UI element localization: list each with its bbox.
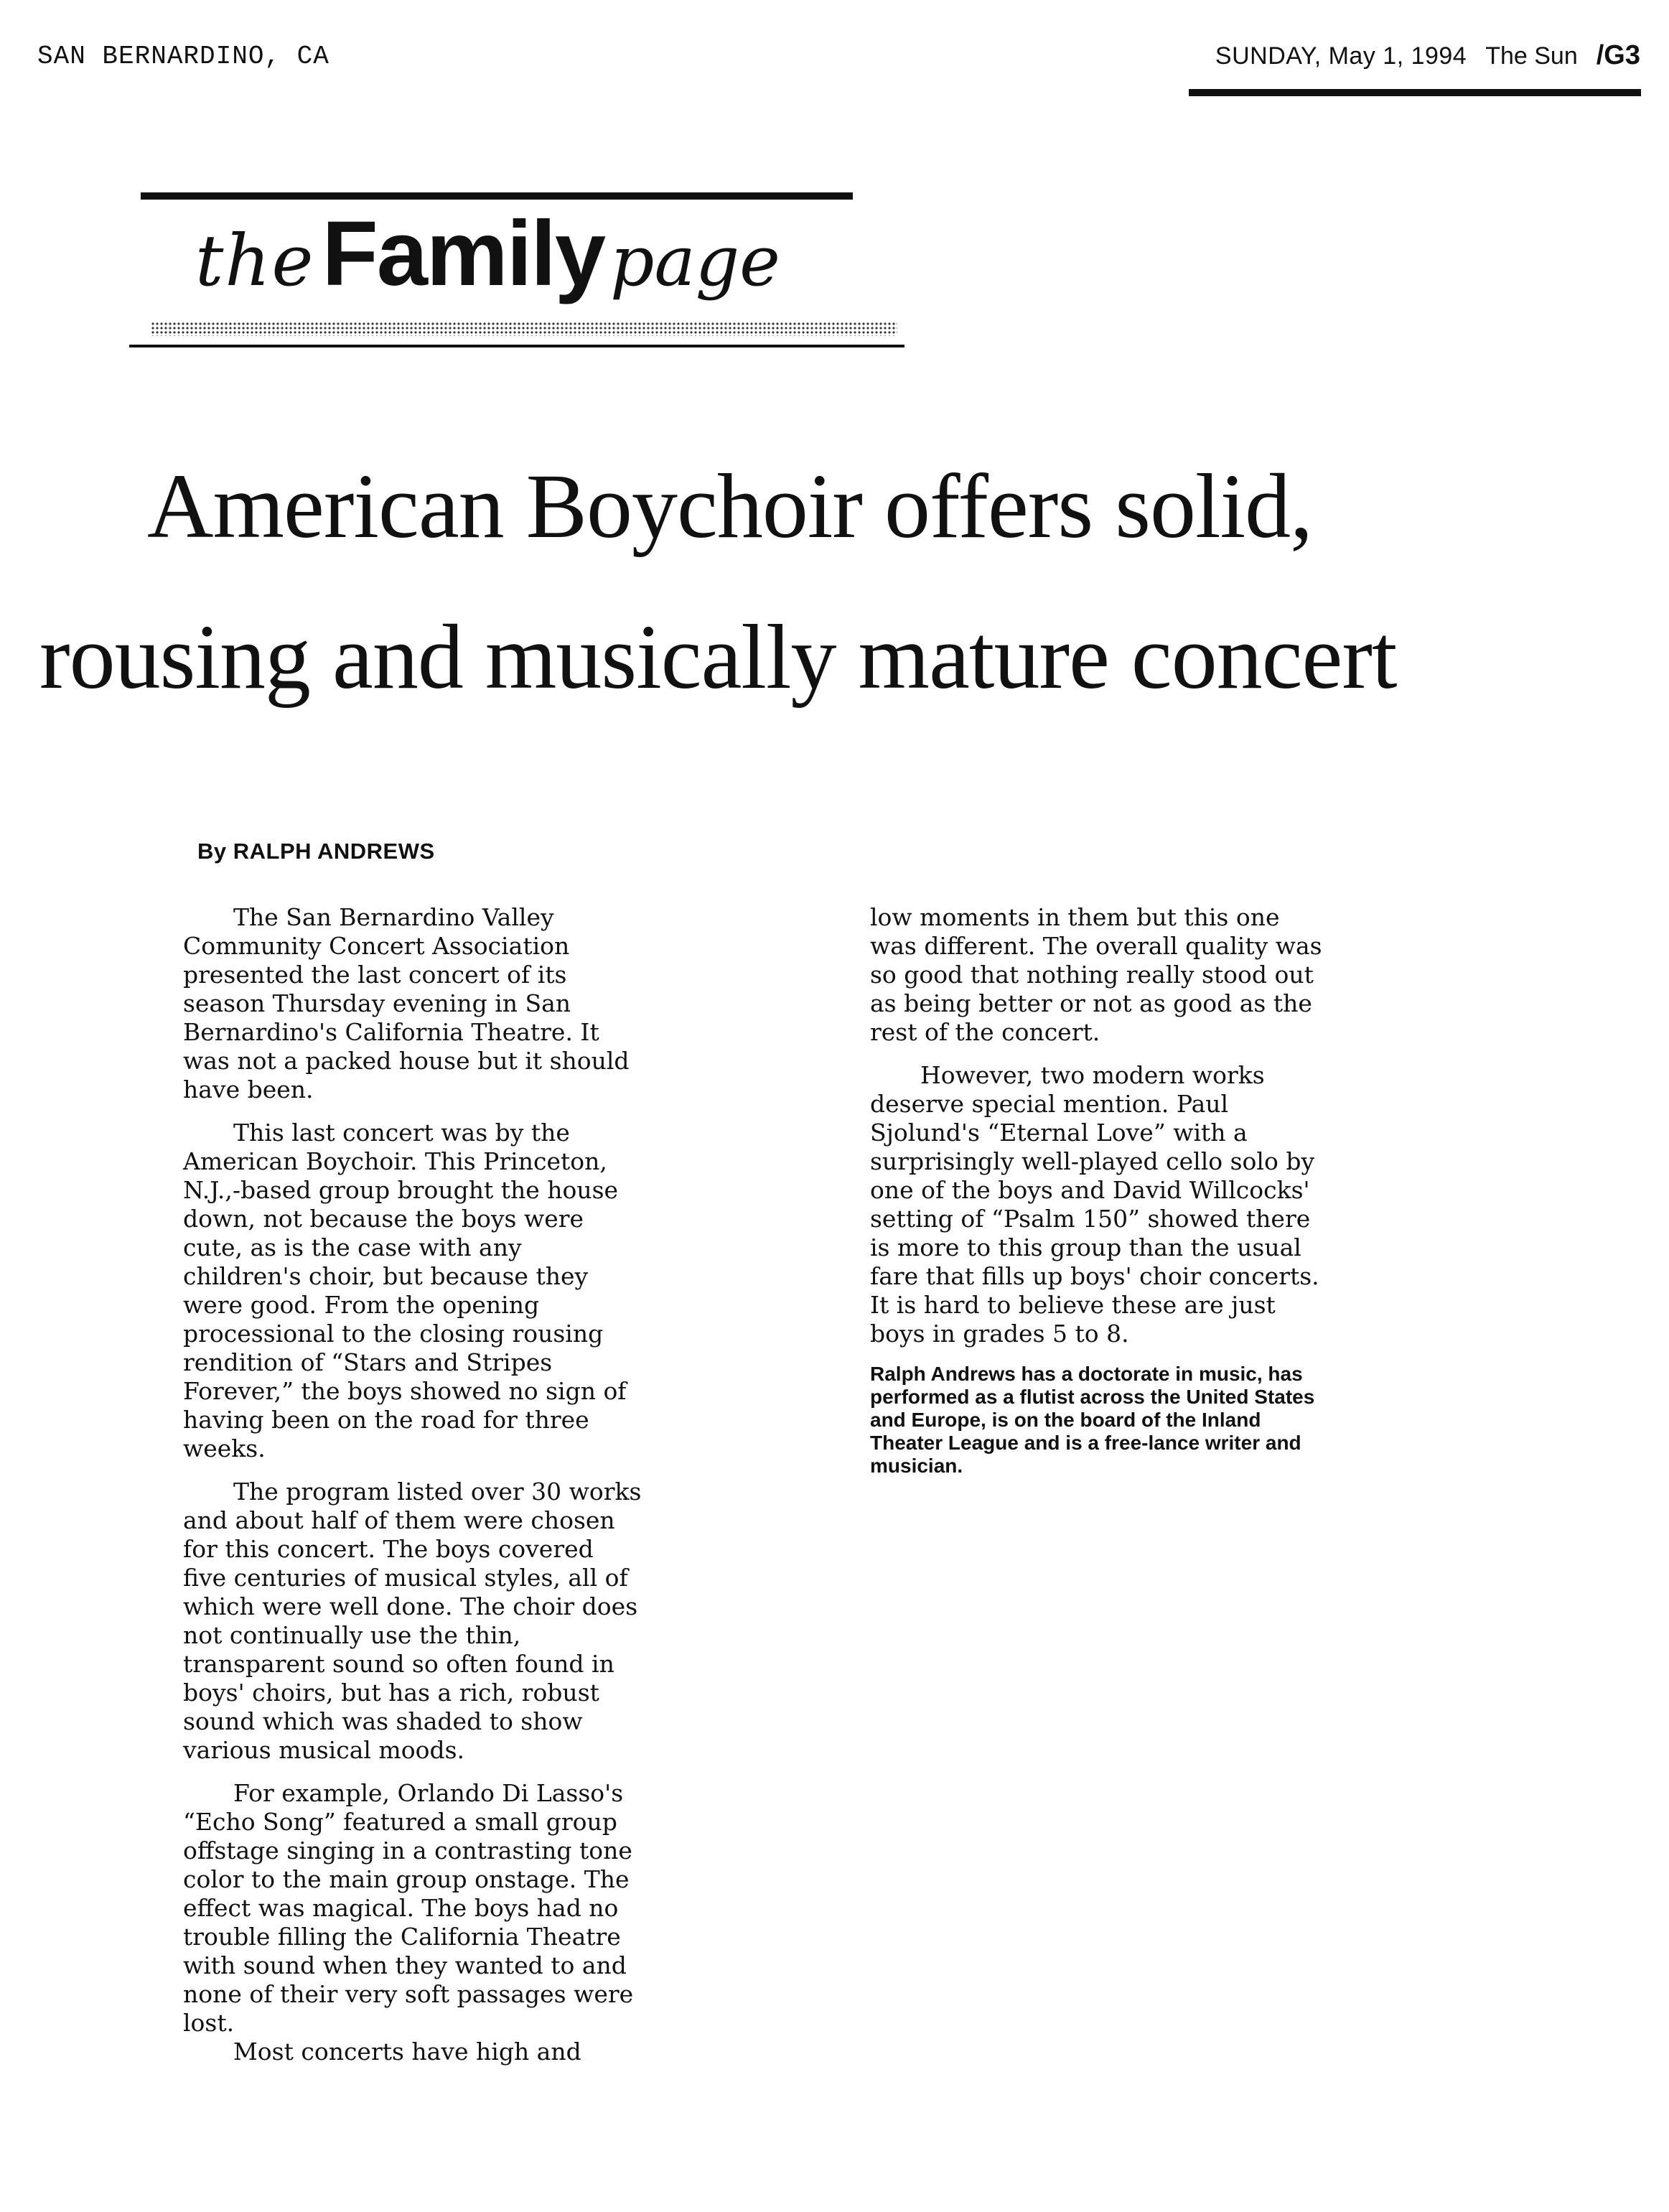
article-column-2 [870,903,1329,1492]
headline-line-1: American Boychoir offers solid, [147,455,1313,557]
paragraph: Most concerts have high and [233,2038,581,2066]
paragraph: This last concert was by the American Boychoir. This Princeton, N.J.,-based group brought the house down, not because the boys were cute, as is the case with any children's choir, but because they were good. From the opening processional to the closing rousing rendition of “Stars and Stripes Forever,” the boys showed no sign of having been on the road for three weeks. [183,1119,627,1462]
paragraph: The program listed over 30 works and about half of them were chosen for this concert. The boys covered five centuries of musical styles, all of which were well done. The choir does not continually use the thin, transparent sound so often found in boys' choirs, but has a rich, robust sound which was shaded to show various musical moods. [183,1478,642,1764]
page-number: /G3 [1596,40,1640,70]
issue-date: SUNDAY, May 1, 1994 [1215,42,1467,70]
newspaper-name: The Sun [1485,42,1578,70]
section-masthead [195,201,884,316]
paragraph: The San Bernardino Valley Community Concert Association presented the last concert of its season Thursday evening in San Bernardino's California Theatre. It was not a packed house but it should have been. [183,903,630,1103]
masthead-page: page [610,221,780,302]
headline [0,431,1669,732]
masthead-bottom-rule [129,345,904,347]
masthead-halftone-band [151,322,897,336]
headline-line-2: rousing and musically mature concert [39,606,1397,708]
masthead-family: Family [322,202,604,305]
paragraph: For example, Orlando Di Lasso's “Echo Song” featured a small group offstage singing in a contrasting tone color to the main group onstage. The effect was magical. The boys had no trouble filling the California Theatre with sound when they wanted to and none of their very soft passages were lost. [183,1779,634,2037]
folio-rule [1189,89,1641,96]
author-bio: Ralph Andrews has a doctorate in music, has performed as a flutist across the United States and Europe, is on the board of the Inland Theater League and is a free-lance writer and musician. [870,1363,1315,1477]
paragraph: However, two modern works deserve special mention. Paul Sjolund's “Eternal Love” with a surprisingly well-played cello solo by one of the boys and David Willcocks' setting of “Psalm 150” showed there is more to this group than the usual fare that fills up boys' choir concerts. It is hard to believe these are just boys in grades 5 to 8. [870,1061,1319,1348]
masthead-top-rule [141,192,853,200]
page-folio [1215,40,1640,71]
article-column-1 [183,903,642,2081]
paragraph-continued: low moments in them but this one was different. The overall quality was so good that nothing really stood out as being better or not as good as the rest of the concert. [870,903,1322,1046]
byline: By RALPH ANDREWS [197,839,435,864]
dateline: SAN BERNARDINO, CA [37,42,329,71]
masthead-the: the [195,220,315,302]
